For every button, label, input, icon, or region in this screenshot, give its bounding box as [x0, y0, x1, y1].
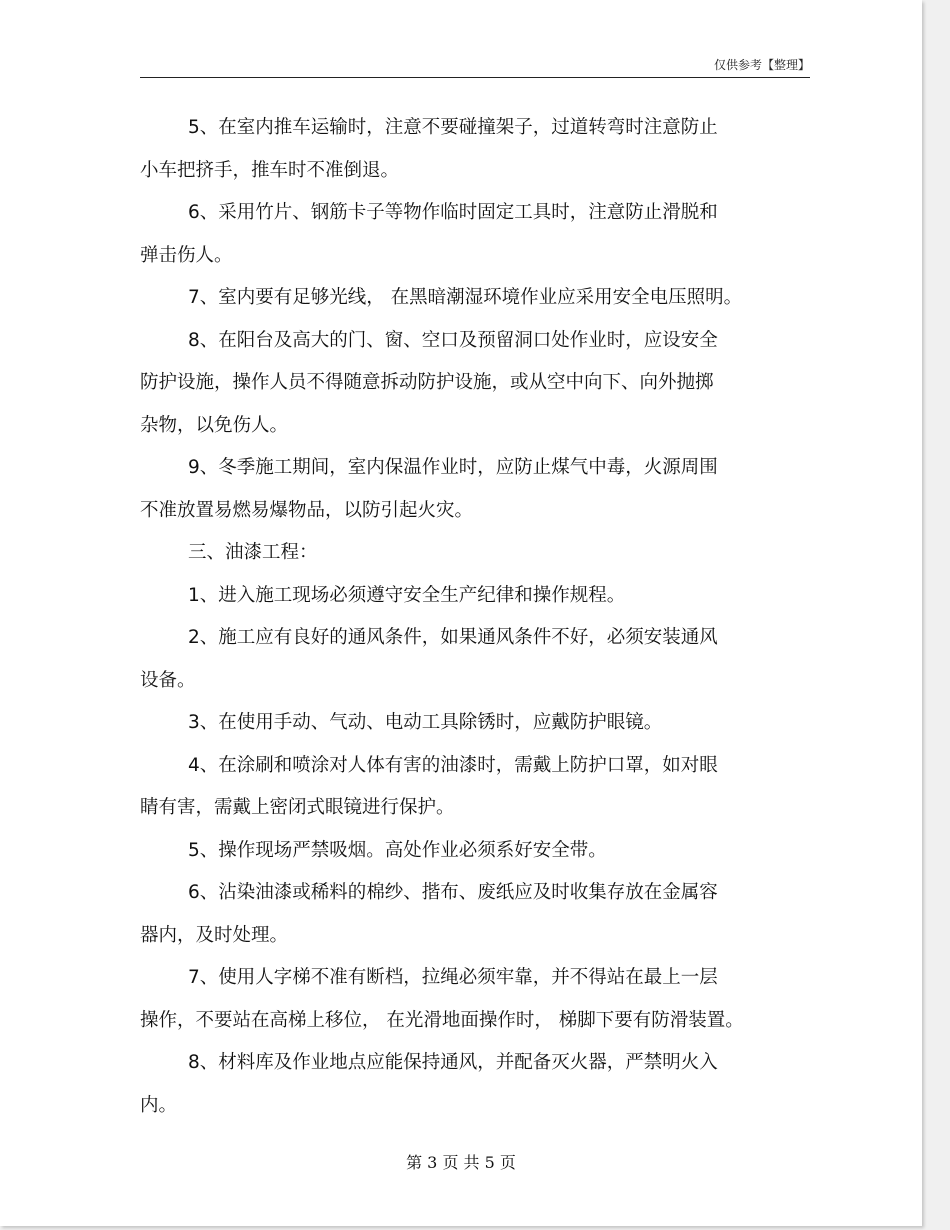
- text-line: 1、进入施工现场必须遵守安全生产纪律和操作规程。: [188, 584, 626, 606]
- text-line: 操作，不要站在高梯上移位， 在光滑地面操作时， 梯脚下要有防滑装置。: [140, 1009, 744, 1031]
- text-line: 睛有害，需戴上密闭式眼镜进行保护。: [140, 797, 455, 818]
- text-line: 7、室内要有足够光线， 在黑暗潮湿环境作业应采用安全电压照明。: [188, 287, 743, 308]
- header-rule: [140, 77, 810, 78]
- text-line: 5、操作现场严禁吸烟。高处作业必须系好安全带。: [188, 839, 607, 861]
- text-line: 6、采用竹片、钢筋卡子等物作临时固定工具时，注意防止滑脱和: [188, 202, 718, 223]
- text-line: 3、在使用手动、气动、电动工具除锈时，应戴防护眼镜。: [188, 712, 663, 733]
- text-line: 内。: [140, 1094, 178, 1116]
- text-line: 8、在阳台及高大的门、窗、空口及预留洞口处作业时，应设安全: [188, 329, 718, 351]
- text-line: 4、在涂刷和喷涂对人体有害的油漆时，需戴上防护口罩，如对眼: [188, 754, 718, 776]
- text-line: 器内，及时处理。: [140, 924, 289, 946]
- text-line: 弹击伤人。: [140, 244, 233, 266]
- text-line: 9、冬季施工期间，室内保温作业时，应防止煤气中毒，火源周围: [188, 457, 718, 478]
- text-line: 防护设施，操作人员不得随意拆动防护设施，或从空中向下、向外抛掷: [140, 372, 714, 393]
- text-line: 6、沾染油漆或稀料的棉纱、揩布、废纸应及时收集存放在金属容: [188, 882, 718, 903]
- text-line: 5、在室内推车运输时，注意不要碰撞架子，过道转弯时注意防止: [188, 117, 718, 138]
- document-body: [140, 107, 810, 1127]
- text-line: 三、油漆工程：: [188, 542, 318, 563]
- text-line: 设备。: [140, 669, 196, 691]
- text-line: 杂物，以免伤人。: [140, 414, 289, 436]
- text-line: 小车把挤手，推车时不准倒退。: [140, 159, 400, 181]
- text-line: 2、施工应有良好的通风条件，如果通风条件不好，必须安装通风: [188, 627, 718, 648]
- page-number-footer: 第 3 页 共 5 页: [406, 1153, 516, 1172]
- text-line: 7、使用人字梯不准有断档，拉绳必须牢靠，并不得站在最上一层: [188, 967, 718, 988]
- text-line: 8、材料库及作业地点应能保持通风，并配备灭火器，严禁明火入: [188, 1052, 718, 1073]
- header-note: 仅供参考【整理】: [713, 58, 810, 72]
- text-line: 不准放置易燃易爆物品，以防引起火灾。: [140, 499, 474, 521]
